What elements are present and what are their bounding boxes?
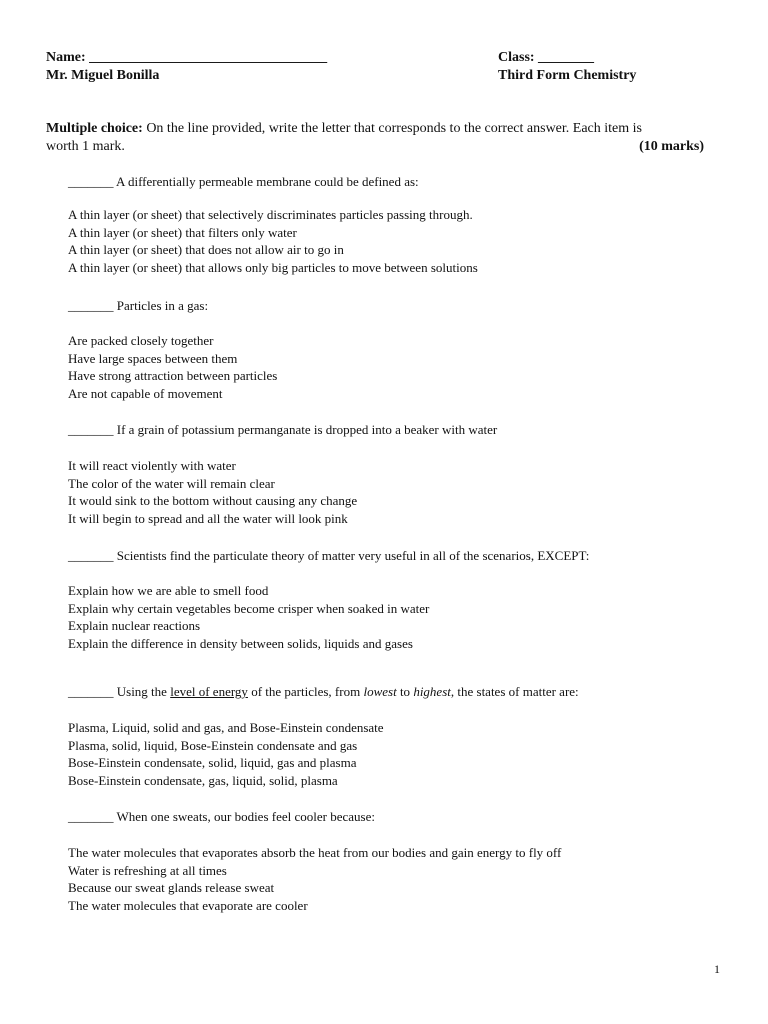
instructions-text-2: worth 1 mark.: [46, 139, 125, 154]
question-3-options: [68, 457, 357, 527]
option-d: Are not capable of movement: [68, 385, 223, 401]
question-stem: [68, 547, 589, 564]
option-c: Explain nuclear reactions: [68, 618, 201, 634]
option-b: The color of the water will remain clear: [68, 475, 275, 491]
question-stem: [68, 173, 419, 190]
instructions: [46, 120, 704, 156]
question-6-options: [68, 844, 561, 914]
question-3: [68, 421, 497, 438]
answer-blank: _______: [68, 174, 114, 189]
underlined-term: level of energy: [170, 684, 248, 699]
question-4: [68, 547, 589, 564]
option-c: Have strong attraction between particles: [68, 368, 278, 384]
question-2: [68, 297, 208, 314]
question-stem: [68, 421, 497, 438]
option-a: Explain how we are able to smell food: [68, 583, 269, 598]
instructions-line-1: [46, 120, 704, 138]
question-6: [68, 808, 375, 825]
option-b: Explain why certain vegetables become crisper when soaked in water: [68, 600, 430, 616]
answer-blank: _______: [68, 548, 114, 563]
answer-blank: _______: [68, 298, 114, 313]
instructions-line-2: [46, 138, 704, 156]
question-1: [68, 173, 419, 190]
option-c: It would sink to the bottom without causing any change: [68, 493, 358, 509]
option-d: It will begin to spread and all the water will look pink: [68, 510, 348, 526]
option-a: Are packed closely together: [68, 333, 214, 348]
option-b: Have large spaces between them: [68, 350, 238, 366]
question-1-options: [68, 206, 478, 276]
question-5-options: [68, 719, 384, 789]
option-a: A thin layer (or sheet) that selectively discriminates particles passing through.: [68, 207, 473, 222]
question-4-options: [68, 582, 429, 652]
question-stem: [68, 297, 208, 314]
option-c: Bose-Einstein condensate, solid, liquid, gas and plasma: [68, 755, 357, 771]
question-text-part: Using the: [113, 684, 171, 699]
name-field-label: Name: __________________________________: [46, 50, 328, 65]
instructions-lead: Multiple choice:: [46, 121, 143, 136]
option-d: Bose-Einstein condensate, gas, liquid, solid, plasma: [68, 772, 338, 788]
page-number: 1: [714, 962, 720, 976]
question-text: When one sweats, our bodies feel cooler because:: [113, 809, 375, 824]
class-field-label: Class: ________: [498, 50, 595, 65]
instructions-text: On the line provided, write the letter that corresponds to the correct answer. Each item is: [142, 121, 642, 136]
option-b: Plasma, solid, liquid, Bose-Einstein condensate and gas: [68, 737, 358, 753]
option-a: The water molecules that evaporates absorb the heat from our bodies and gain energy to fly off: [68, 845, 562, 860]
question-text: Particles in a gas:: [113, 298, 209, 313]
question-text: If a grain of potassium permanganate is dropped into a beaker with water: [113, 422, 498, 437]
option-d: A thin layer (or sheet) that allows only big particles to move between solutions: [68, 259, 478, 275]
option-d: Explain the difference in density between solids, liquids and gases: [68, 635, 413, 651]
option-b: Water is refreshing at all times: [68, 862, 227, 878]
question-stem: [68, 683, 579, 700]
option-b: A thin layer (or sheet) that filters only water: [68, 224, 297, 240]
option-c: A thin layer (or sheet) that does not allow air to go in: [68, 242, 344, 258]
question-text-part: , the states of matter are:: [450, 684, 579, 699]
option-c: Because our sweat glands release sweat: [68, 880, 275, 896]
question-2-options: [68, 332, 277, 402]
header-left: [46, 49, 327, 85]
italic-term: highest: [413, 684, 451, 699]
question-stem: [68, 808, 375, 825]
question-text: A differentially permeable membrane could be defined as:: [113, 174, 419, 189]
option-a: It will react violently with water: [68, 458, 236, 473]
teacher-name: Mr. Miguel Bonilla: [46, 68, 160, 83]
header-right: [498, 49, 636, 85]
question-text-part: to: [396, 684, 414, 699]
option-d: The water molecules that evaporate are cooler: [68, 897, 308, 913]
question-text-part: of the particles, from: [247, 684, 364, 699]
answer-blank: _______: [68, 684, 114, 699]
question-text: Scientists find the particulate theory of matter very useful in all of the scenarios, EXCEPT:: [113, 548, 590, 563]
answer-blank: _______: [68, 422, 114, 437]
italic-term: lowest: [363, 684, 397, 699]
option-a: Plasma, Liquid, solid and gas, and Bose-Einstein condensate: [68, 720, 384, 735]
course-title: Third Form Chemistry: [498, 68, 637, 83]
answer-blank: _______: [68, 809, 114, 824]
question-5: [68, 683, 579, 700]
total-marks: (10 marks): [639, 139, 704, 154]
